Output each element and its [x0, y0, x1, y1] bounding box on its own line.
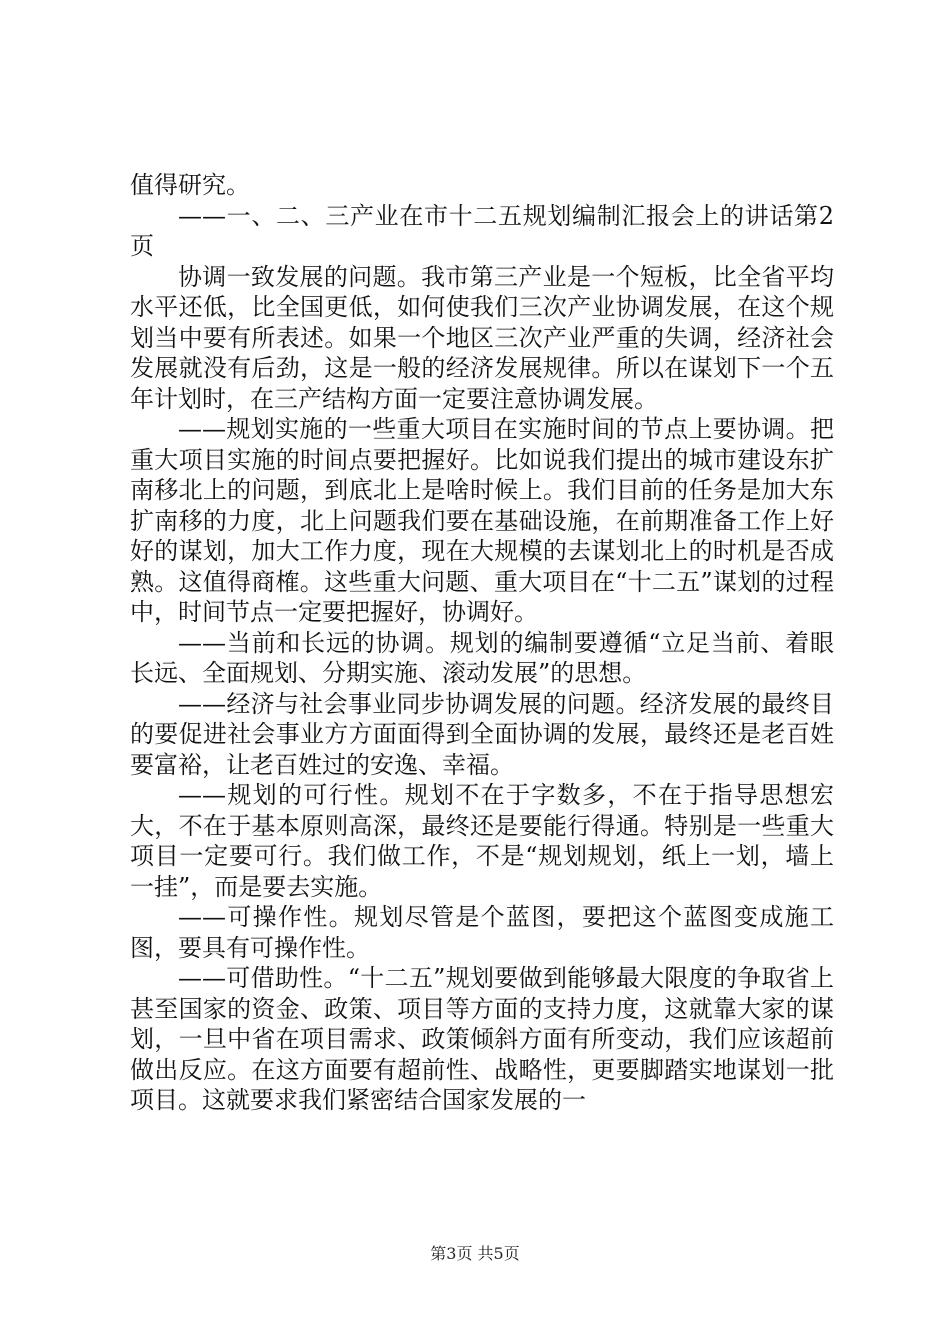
paragraph-8: ——可操作性。规划尽管是个蓝图，要把这个蓝图变成施工图，要具有可操作性。	[130, 903, 834, 962]
paragraph-2: ——一、二、三产业在市十二五规划编制汇报会上的讲话第2页	[130, 201, 834, 260]
document-body	[130, 170, 834, 1116]
paragraph-3: 协调一致发展的问题。我市第三产业是一个短板，比全省平均水平还低，比全国更低，如何使我们三次产业协调发展，在这个规划当中要有所表述。如果一个地区三次产业严重的失调，经济社会发展就没有后劲，这是一般的经济发展规律。所以在谋划下一个五年计划时，在三产结构方面一定要注意协调发展。	[130, 262, 834, 413]
paragraph-7: ——规划的可行性。规划不在于字数多，不在于指导思想宏大，不在于基本原则高深，最终还是要能行得通。特别是一些重大项目一定要可行。我们做工作，不是“规划规划，纸上一划，墙上一挂”，而是要去实施。	[130, 781, 834, 901]
paragraph-9: ——可借助性。“十二五”规划要做到能够最大限度的争取省上甚至国家的资金、政策、项目等方面的支持力度，这就靠大家的谋划，一旦中省在项目需求、政策倾斜方面有所变动，我们应该超前做出反应。在这方面要有超前性、战略性，更要脚踏实地谋划一批项目。这就要求我们紧密结合国家发展的一	[130, 964, 834, 1114]
paragraph-5: ——当前和长远的协调。规划的编制要遵循“立足当前、着眼长远、全面规划、分期实施、滚动发展”的思想。	[130, 628, 834, 687]
paragraph-6: ——经济与社会事业同步协调发展的问题。经济发展的最终目的要促进社会事业方方面面得到全面协调的发展，最终还是老百姓要富裕，让老百姓过的安逸、幸福。	[130, 689, 834, 779]
page-number-footer: 第3页 共5页	[430, 1244, 520, 1263]
paragraph-4: ——规划实施的一些重大项目在实施时间的节点上要协调。把重大项目实施的时间点要把握好。比如说我们提出的城市建设东扩南移北上的问题，到底北上是啥时候上。我们目前的任务是加大东扩南移的力度，北上问题我们要在基础设施，在前期准备工作上好好的谋划，加大工作力度，现在大规模的去谋划北上的时机是否成熟。这值得商榷。这些重大问题、重大项目在“十二五”谋划的过程中，时间节点一定要把握好，协调好。	[130, 415, 834, 626]
paragraph-1: 值得研究。	[130, 171, 250, 199]
